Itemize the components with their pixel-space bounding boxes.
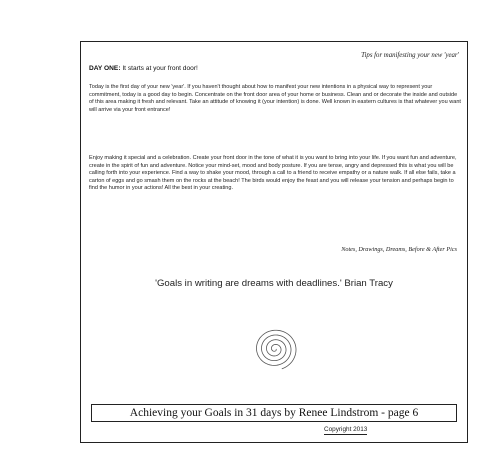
document-page <box>80 41 468 443</box>
notes-line: Notes, Drawings, Dreams, Before & After Pics <box>341 246 457 253</box>
quote-text: 'Goals in writing are dreams with deadlines.' Brian Tracy <box>155 278 393 289</box>
day-subtitle: It starts at your front door! <box>120 65 198 72</box>
copyright-text: Copyright 2013 <box>324 426 368 433</box>
footer-title: Achieving your Goals in 31 days by Renee Lindstrom - page 6 <box>91 404 457 422</box>
day-title <box>89 65 198 72</box>
header-note: Tips for manifesting your new 'year' <box>361 52 459 59</box>
paragraph-intro: Today is the first day of your new 'year'. If you haven't thought about how to manifest your new intentions in a physical way to represent your commitment, today is a good day to begin. Concentrate on the front door area of your home or business. Clean and or decorate the inside and outside of this area making it fresh and relevant. Take an attitude of knowing it (your intention) is done. Well known in eastern cultures is that whatever you want will arrive via your front entrance! <box>89 84 461 113</box>
day-label: DAY ONE: <box>89 65 121 72</box>
paragraph-celebration: Enjoy making it special and a celebration. Create your front door in the tone of what it is you want to bring into your life. If you want fun and adventure, create in the spirit of fun and adventure. Notice your mind-set, mood and body posture. If you are tense, angry and depressed this is what you will be calling forth into your experience. Find a way to shake your mood, through a call to a friend to receive empathy or a nature walk. If all else fails, take a carton of eggs and go smash them on the rocks at the beach! The birds would enjoy the feast and you will release your tension and perhaps begin to find the humor in your actions! All the best in your creating. <box>89 155 457 192</box>
spiral-icon <box>251 325 299 373</box>
